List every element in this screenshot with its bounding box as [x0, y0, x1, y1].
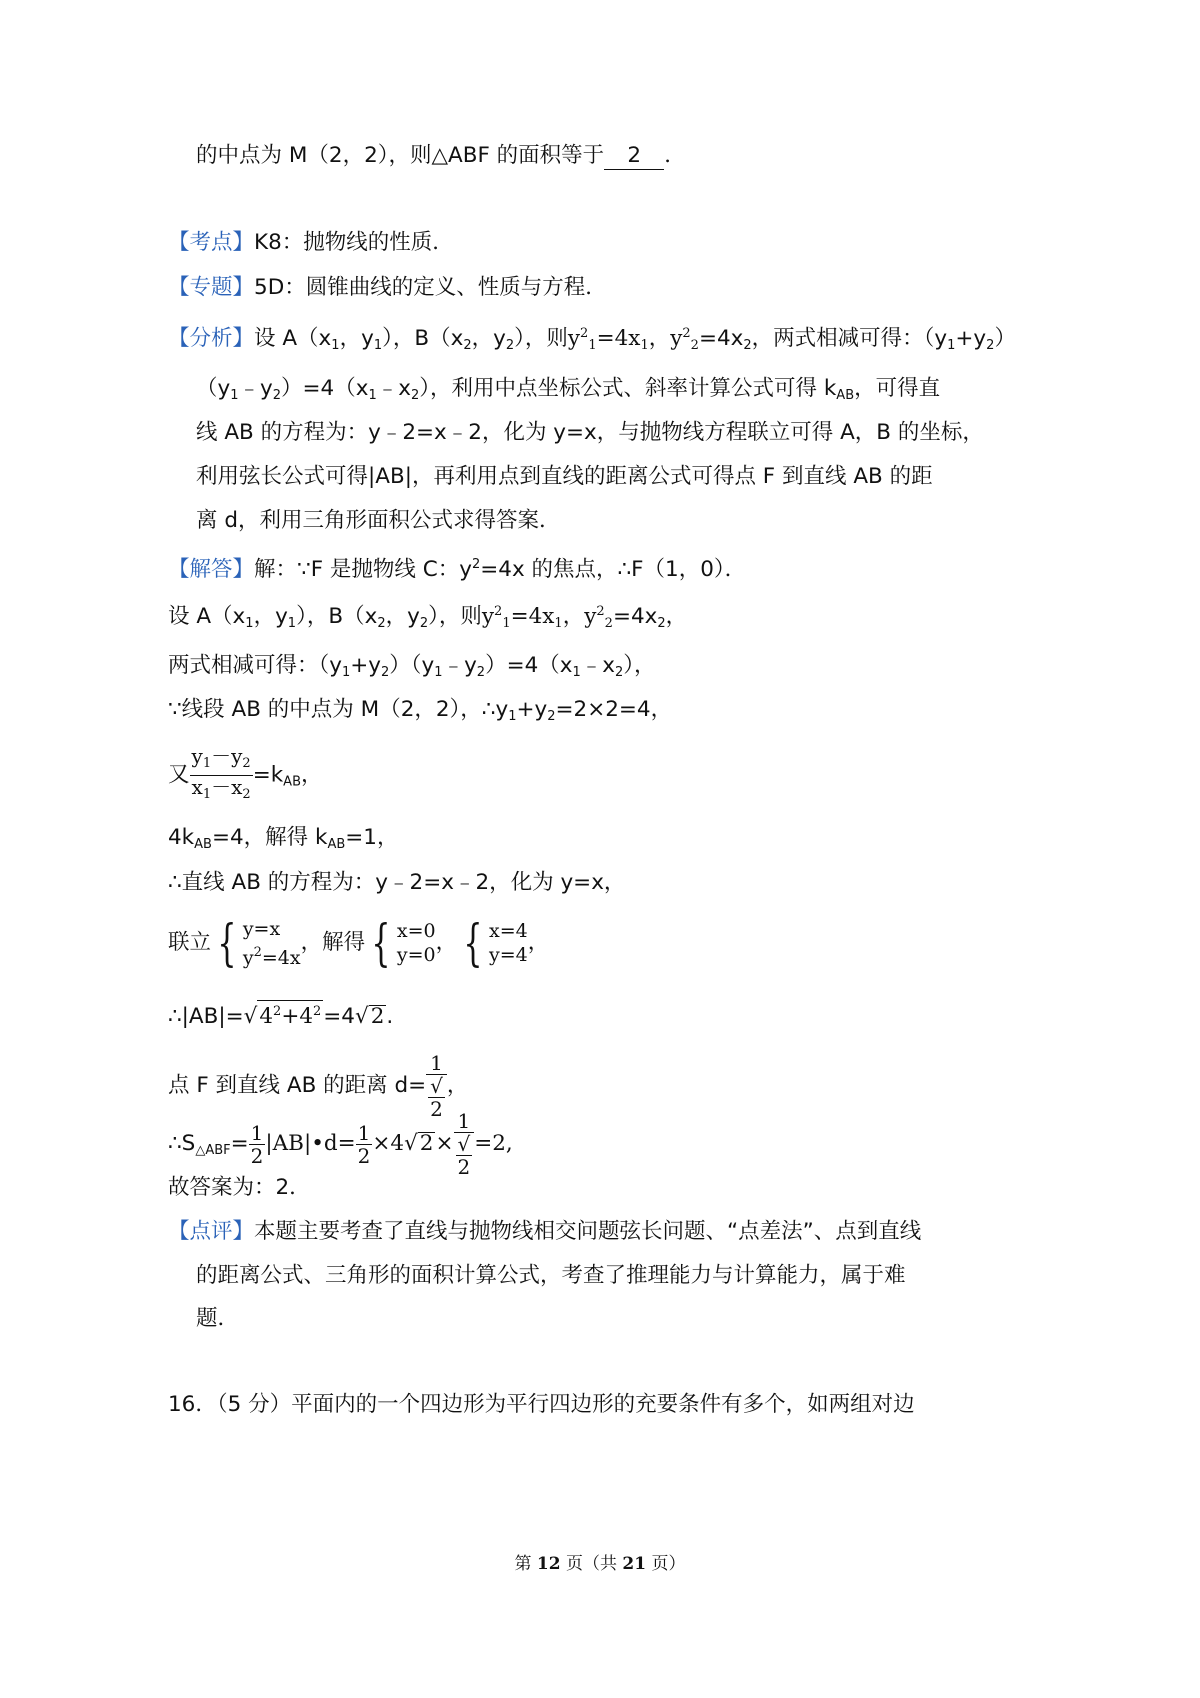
formula-y1sq: $y^2_1=4x_1$ [567, 326, 649, 353]
jieda-line-2: 设 $A(x_1$，$y_1$），$B(x_2$，$y_2$），则$y^2_1=4x_1$，$y^2_2=4x_2$， [168, 604, 688, 631]
fenxi-line-4: 利用弦长公式可得|AB|，再利用点到直线的距离公式可得点 F 到直线 AB 的距 [196, 464, 933, 489]
jieda-line-11: $\therefore S_{\triangle ABF}=$ $\frac{1}{2}$ |AB|•d= $\frac{1}{2}$ ×4√2× 1 √ 2 =2, [168, 1109, 513, 1179]
fenxi-line-3: 线 AB 的方程为：y﹣2=x﹣2，化为 y=x，与抛物线方程联立可得 A，B 的坐标， [196, 420, 984, 445]
jieda-line-10: 点 F 到直线 AB 的距离 d= 1 √ 2 ， [168, 1051, 469, 1121]
jieda-line-6: $4k_{AB}=4$，解得 $k_{AB}=1$， [168, 825, 399, 852]
jieda-line-3: 两式相减可得：$(y_1+y_2)(y_1﹣y_2)=4(x_1﹣x_2)$， [168, 653, 656, 680]
fenxi-label: 【分析】 [168, 326, 255, 351]
jieda-line-9: $\therefore|AB|=√4^2+4^2=4√2$. [168, 1000, 393, 1033]
page-total: 21 [622, 1554, 647, 1574]
jieda-line-12: 故答案为：2． [168, 1175, 311, 1200]
dianping-line-3: 题． [196, 1306, 240, 1331]
jieda-line-8: 联立 { y=x $y^2=4x$，解得 { x=0 y=0， { x=4 y=4， [168, 914, 550, 972]
system-equations: y=x $y^2=4x$ [242, 917, 301, 969]
jieda-line-5: 又 $\frac{y_1-y_2}{x_1-x_2}$ $=k_{AB}$， [168, 745, 323, 811]
dianping-label: 【点评】 [168, 1219, 255, 1244]
question-15-tail: 的中点为 M（2，2），则△ABF 的面积等于 2 ． [196, 143, 686, 168]
left-brace-icon: { [371, 914, 391, 972]
slope-fraction: $\frac{y_1-y_2}{x_1-x_2}$ [191, 744, 251, 802]
zhuanti-line: 【专题】5D：圆锥曲线的定义、性质与方程． [168, 275, 607, 300]
jieda-line-4: ∵线段 AB 的中点为 M（2，2），$\therefore y_1+y_2=2\times 2=4$， [168, 697, 673, 724]
jieda-label: 【解答】 [168, 557, 255, 582]
kaodian-label: 【考点】 [168, 230, 255, 255]
question-16: 16．（5 分）平面内的一个四边形为平行四边形的充要条件有多个，如两组对边 [168, 1392, 915, 1417]
jieda-line-1: 【解答】解：∵F 是抛物线 C：$y^2=4x$ 的焦点，∴F（1，0）． [168, 557, 747, 582]
kaodian-line: 【考点】K8：抛物线的性质． [168, 230, 454, 255]
dianping-line-2: 的距离公式、三角形的面积计算公式，考查了推理能力与计算能力，属于难 [196, 1263, 906, 1288]
page-footer: 第 12 页（共 21 页） [514, 1554, 686, 1574]
page-number: 12 [536, 1554, 561, 1574]
fenxi-line-5: 离 d，利用三角形面积公式求得答案． [196, 508, 561, 533]
left-brace-icon: { [463, 914, 483, 972]
distance-fraction: 1 √ 2 [426, 1052, 447, 1120]
jieda-line-7: ∴直线 AB 的方程为：y﹣2=x﹣2，化为 y=x， [168, 870, 626, 895]
answer-blank: 2 [604, 143, 664, 170]
fenxi-line-2: $(y_1﹣y_2)=4(x_1﹣x_2)$，利用中点坐标公式、斜率计算公式可得 $k_{AB}$，可得直 [196, 376, 941, 403]
left-brace-icon: { [217, 914, 237, 972]
dianping-line-1: 【点评】本题主要考查了直线与抛物线相交问题弦长问题、“点差法”、点到直线 [168, 1219, 922, 1244]
zhuanti-label: 【专题】 [168, 275, 255, 300]
fenxi-line-1: 【分析】设 $A(x_1$，$y_1$），$B(x_2$，$y_2$），则$y^2_1=4x_1$，$y^2_2=4x_2$，两式相减可得：$(y_1+y_2)$ [168, 326, 1016, 353]
